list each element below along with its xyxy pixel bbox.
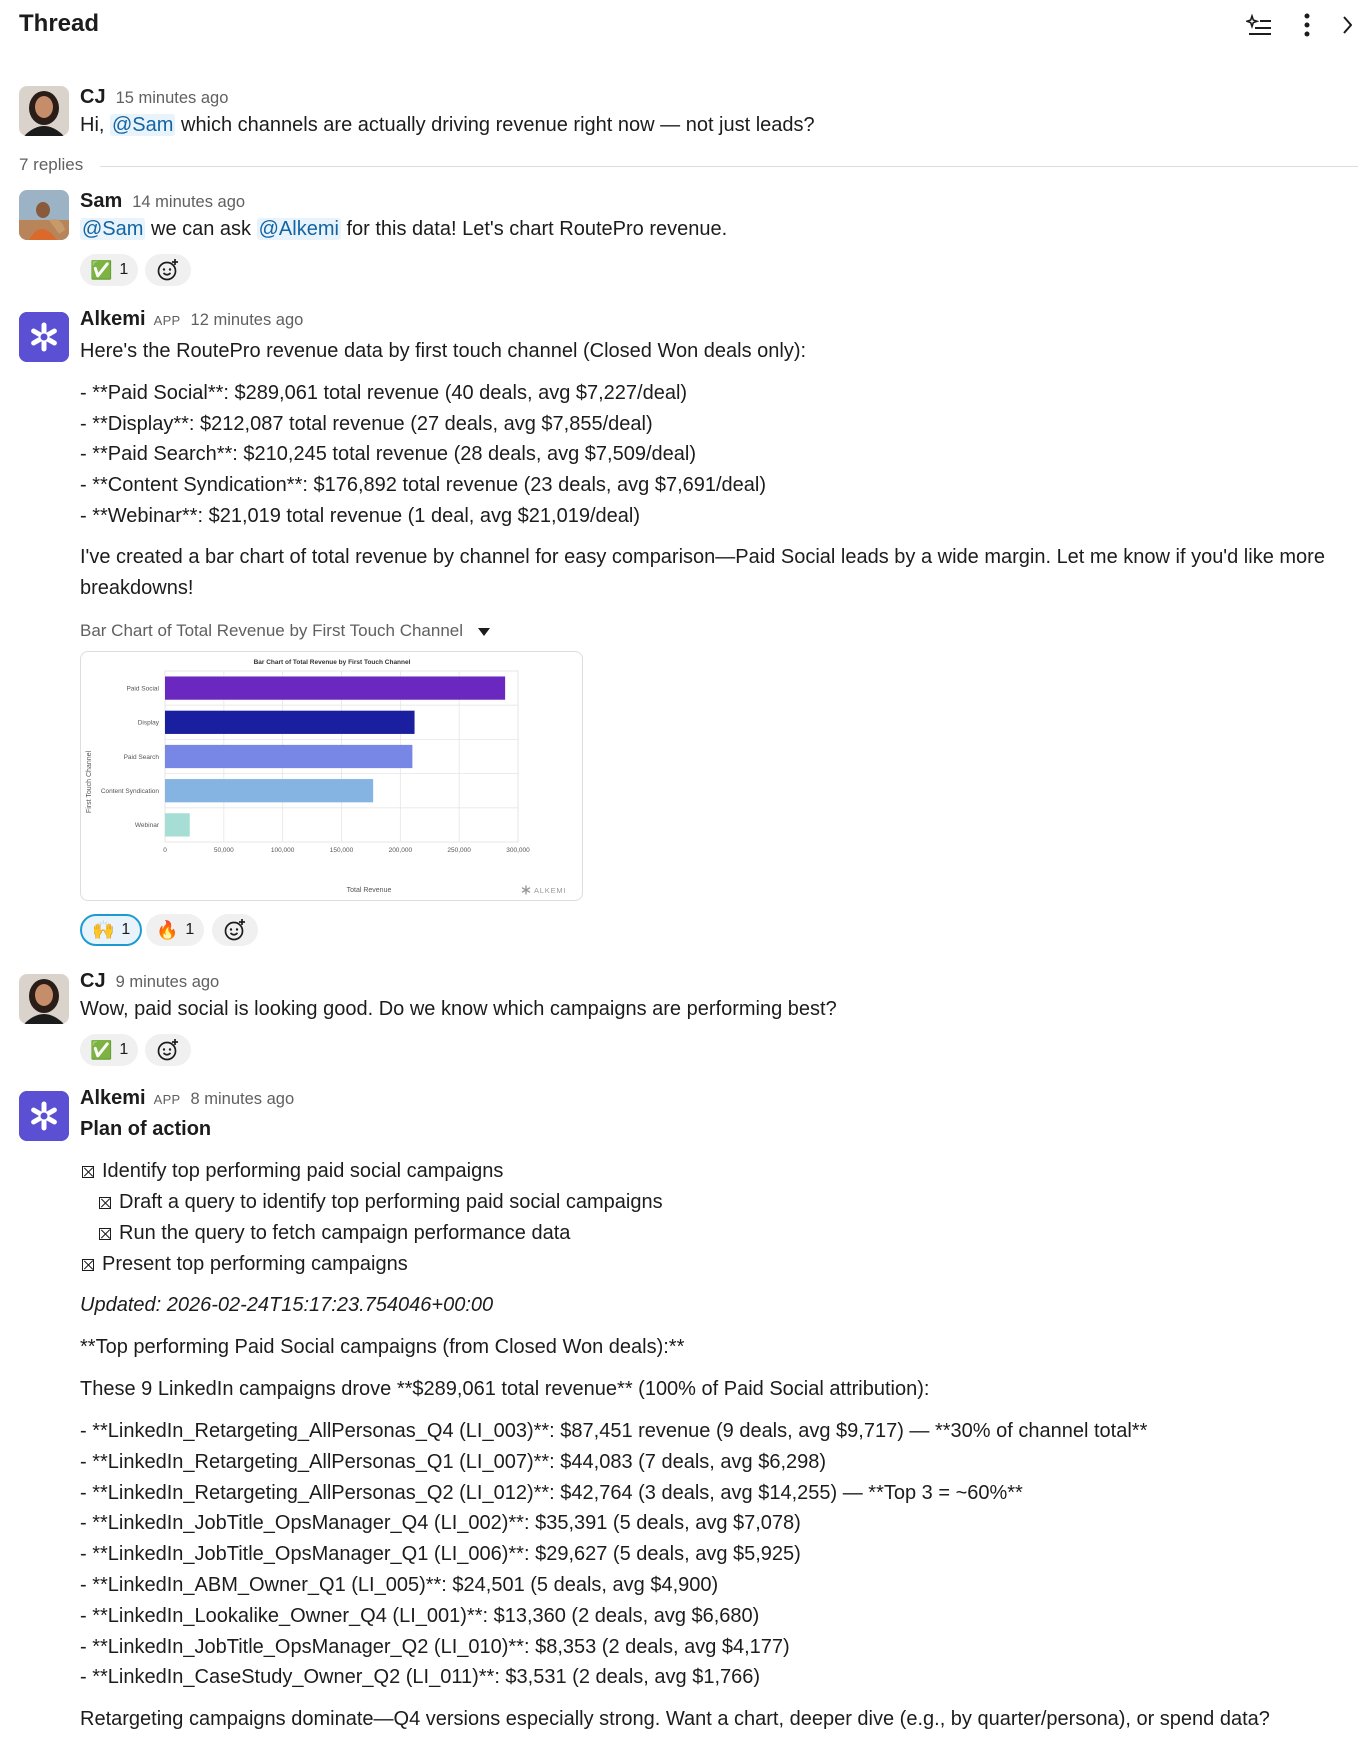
plan-subitem: Run the query to fetch campaign performance data (99, 1222, 570, 1245)
avatar-alkemi[interactable] (19, 312, 69, 362)
timestamp[interactable]: 8 minutes ago (190, 1090, 295, 1108)
close-panel-icon[interactable] (1336, 8, 1358, 42)
message-header (80, 308, 303, 331)
attachment-title[interactable]: Bar Chart of Total Revenue by First Touch Channel (80, 621, 490, 641)
message-header (80, 190, 245, 213)
app-badge: APP (153, 313, 181, 328)
add-reaction-icon (223, 918, 247, 942)
reaction-count: 1 (119, 1041, 129, 1058)
message-outro: I've created a bar chart of total revenue by channel for easy comparison—Paid Social leads by a wide margin. Let me know if you'd like more (80, 546, 1325, 568)
channel-bullet: - **Webinar**: $21,019 total revenue (1 deal, avg $21,019/deal) (80, 505, 641, 527)
thread-header (0, 0, 1358, 52)
more-options-icon[interactable] (1290, 8, 1324, 42)
bar-paid-social (165, 676, 505, 699)
mention-alkemi[interactable]: @Alkemi (258, 218, 339, 240)
avatar-cj[interactable] (19, 86, 69, 136)
timestamp[interactable]: 15 minutes ago (115, 89, 229, 107)
campaign-bullet: - **LinkedIn_Retargeting_AllPersonas_Q4 (LI_003)**: $87,451 revenue (9 deals, avg $9,717) — **30% of channel total** (80, 1420, 1148, 1442)
timestamp[interactable]: 12 minutes ago (190, 311, 304, 329)
x-tick-label: 100,000 (270, 847, 295, 854)
timestamp[interactable]: 14 minutes ago (132, 193, 246, 211)
checked-box-icon (82, 1166, 94, 1178)
y-tick-label: Webinar (134, 822, 159, 830)
x-tick-label: 0 (163, 847, 167, 854)
add-reaction-button[interactable] (145, 1034, 191, 1066)
message-header (80, 86, 228, 109)
reaction-raised-hands[interactable] (80, 914, 142, 946)
campaign-bullet: - **LinkedIn_Lookalike_Owner_Q4 (LI_001)**: $13,360 (2 deals, avg $6,680) (80, 1605, 760, 1627)
campaign-bullet: - **LinkedIn_Retargeting_AllPersonas_Q2 (LI_012)**: $42,764 (3 deals, avg $14,255) — **Top 3 = ~60%** (80, 1482, 1023, 1504)
author-name[interactable]: CJ (80, 970, 106, 992)
avatar-alkemi[interactable] (19, 1091, 69, 1141)
plan-title: Plan of action (80, 1118, 212, 1140)
campaign-bullet: - **LinkedIn_CaseStudy_Owner_Q2 (LI_011)**: $3,531 (2 deals, avg $1,766) (80, 1666, 761, 1688)
add-reaction-button[interactable] (212, 914, 258, 946)
check-emoji-icon: ✅ (90, 259, 113, 280)
thread-title: Thread (19, 10, 100, 37)
bar-paid-search (165, 745, 412, 768)
reaction-check[interactable] (80, 254, 138, 286)
campaign-bullet: - **LinkedIn_Retargeting_AllPersonas_Q1 (LI_007)**: $44,083 (7 deals, avg $6,298) (80, 1451, 827, 1473)
channel-bullet: - **Content Syndication**: $176,892 total revenue (23 deals, avg $7,691/deal) (80, 474, 767, 496)
author-name[interactable]: Sam (80, 190, 123, 212)
reaction-count: 1 (121, 921, 131, 938)
campaign-bullet: - **LinkedIn_JobTitle_OpsManager_Q1 (LI_006)**: $29,627 (5 deals, avg $5,925) (80, 1543, 801, 1565)
campaign-bullet: - **LinkedIn_ABM_Owner_Q1 (LI_005)**: $24,501 (5 deals, avg $4,900) (80, 1574, 719, 1596)
message-text: @Sam we can ask @Alkemi for this data! Let's chart RoutePro revenue. (82, 218, 728, 240)
reaction-fire[interactable] (146, 914, 204, 946)
x-tick-label: 200,000 (388, 847, 413, 854)
mention-sam[interactable]: @Sam (82, 218, 144, 240)
message-header (80, 1087, 294, 1110)
updated-timestamp: Updated: 2026-02-24T15:17:23.754046+00:00 (80, 1294, 494, 1316)
replies-count: 7 replies (19, 155, 84, 174)
message-intro: Here's the RoutePro revenue data by first touch channel (Closed Won deals only): (80, 340, 807, 362)
author-name[interactable]: Alkemi (80, 1087, 146, 1109)
ai-summary-icon[interactable] (1242, 8, 1276, 42)
watermark (523, 886, 567, 895)
watermark-text: ALKEMI (534, 886, 567, 895)
y-tick-label: Paid Search (123, 753, 159, 761)
x-tick-label: 150,000 (329, 847, 354, 854)
plan-item: Identify top performing paid social campaigns (82, 1160, 503, 1183)
x-tick-label: 50,000 (213, 847, 234, 854)
y-tick-label: Content Syndication (100, 788, 159, 795)
campaign-bullet: - **LinkedIn_JobTitle_OpsManager_Q2 (LI_010)**: $8,353 (2 deals, avg $4,177) (80, 1636, 790, 1658)
y-tick-label: Paid Social (126, 685, 159, 693)
chart-attachment[interactable] (80, 651, 583, 901)
channel-bullet: - **Display**: $212,087 total revenue (27 deals, avg $7,855/deal) (80, 413, 653, 435)
checked-box-icon (99, 1197, 111, 1209)
mention-sam[interactable]: @Sam (112, 114, 174, 136)
reaction-count: 1 (185, 921, 195, 938)
reaction-check[interactable] (80, 1034, 138, 1066)
bar-display (165, 711, 415, 734)
replies-divider (100, 166, 1358, 167)
message-text: Wow, paid social is looking good. Do we know which campaigns are performing best? (80, 998, 837, 1020)
reaction-count: 1 (119, 261, 129, 278)
channel-bullet: - **Paid Search**: $210,245 total revenue (28 deals, avg $7,509/deal) (80, 443, 696, 465)
fire-emoji-icon: 🔥 (156, 919, 179, 940)
revenue-bar-chart (81, 652, 583, 901)
app-badge: APP (153, 1092, 181, 1107)
caret-down-icon (478, 627, 490, 637)
author-name[interactable]: CJ (80, 86, 106, 108)
campaign-bullet: - **LinkedIn_JobTitle_OpsManager_Q4 (LI_002)**: $35,391 (5 deals, avg $7,078) (80, 1512, 801, 1534)
plan-item: Present top performing campaigns (82, 1253, 408, 1276)
avatar-cj[interactable] (19, 974, 69, 1024)
timestamp[interactable]: 9 minutes ago (115, 973, 220, 991)
chart-title: Bar Chart of Total Revenue by First Touch Channel (253, 659, 411, 666)
x-axis-label: Total Revenue (346, 887, 392, 894)
channel-bullet: - **Paid Social**: $289,061 total revenue (40 deals, avg $7,227/deal) (80, 382, 688, 404)
plan-subitem: Draft a query to identify top performing paid social campaigns (99, 1191, 663, 1214)
avatar-sam[interactable] (19, 190, 69, 240)
add-reaction-icon (156, 1038, 180, 1062)
checked-box-icon (82, 1259, 94, 1271)
campaigns-summary: These 9 LinkedIn campaigns drove **$289,061 total revenue** (100% of Paid Social attribution): (80, 1378, 930, 1400)
bar-content-syndication (165, 779, 373, 802)
checked-box-icon (99, 1228, 111, 1240)
add-reaction-button[interactable] (145, 254, 191, 286)
campaigns-heading: **Top performing Paid Social campaigns (from Closed Won deals):** (80, 1336, 685, 1358)
author-name[interactable]: Alkemi (80, 308, 146, 330)
raised-hands-emoji-icon: 🙌 (92, 919, 115, 940)
add-reaction-icon (156, 258, 180, 282)
x-tick-label: 250,000 (447, 847, 471, 854)
y-tick-label: Display (137, 719, 159, 727)
message-header (80, 970, 219, 993)
closing-text: Retargeting campaigns dominate—Q4 versions especially strong. Want a chart, deeper dive (e.g., by quarter/persona), or spend data? (80, 1708, 1270, 1730)
check-emoji-icon: ✅ (90, 1039, 113, 1060)
bar-webinar (165, 813, 190, 836)
message-outro: breakdowns! (80, 577, 194, 599)
x-tick-label: 300,000 (506, 847, 530, 854)
message-text: Hi, @Sam which channels are actually driving revenue right now — not just leads? (80, 114, 815, 136)
y-axis-label: First Touch Channel (86, 750, 93, 814)
